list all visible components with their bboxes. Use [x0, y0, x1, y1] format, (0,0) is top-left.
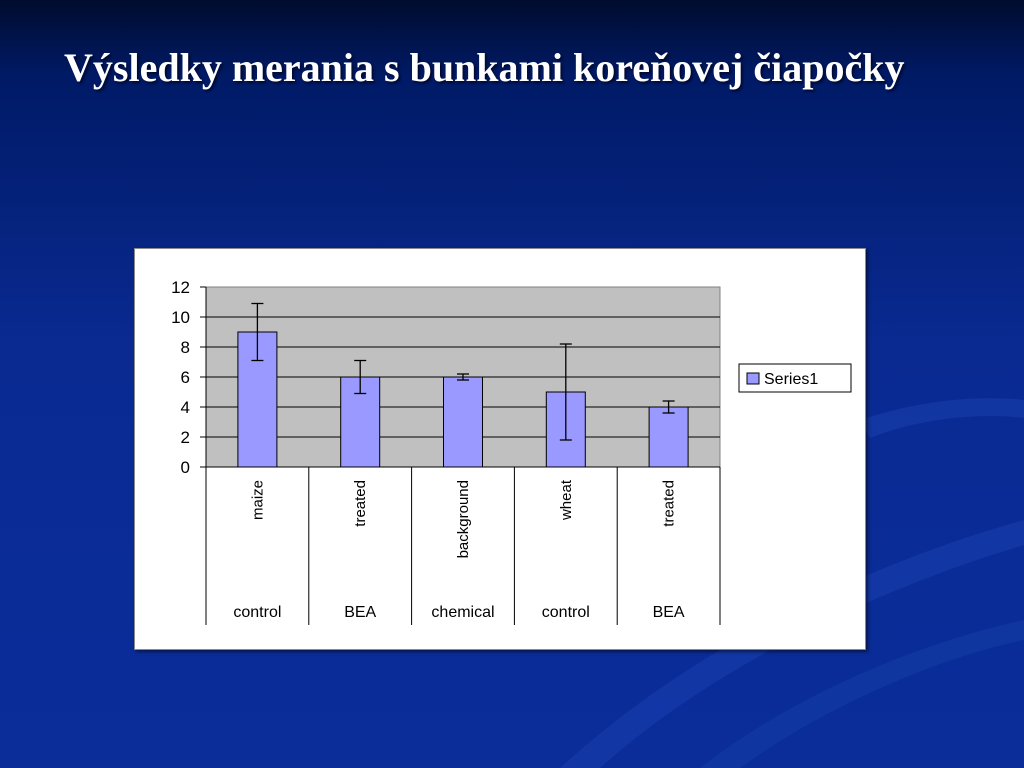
x-category-label: background: [455, 480, 472, 559]
bar-chart: [135, 249, 865, 649]
x-group-label: control: [541, 604, 590, 621]
legend-label: Series1: [764, 371, 819, 388]
y-tick-label: 2: [180, 428, 190, 447]
bar: [649, 407, 688, 467]
x-axis: [206, 467, 720, 625]
y-tick-label: 6: [180, 368, 190, 387]
y-tick-label: 12: [171, 278, 190, 297]
y-tick-label: 8: [180, 338, 190, 357]
y-tick-label: 10: [171, 308, 190, 327]
y-axis: [171, 278, 206, 477]
legend-swatch: [747, 373, 759, 384]
slide-title: Výsledky merania s bunkami koreňovej čiapočky: [64, 45, 905, 90]
bar: [444, 377, 483, 467]
x-group-label: control: [233, 604, 282, 621]
x-category-label: maize: [249, 480, 267, 521]
legend: [739, 364, 851, 392]
y-tick-label: 0: [180, 458, 190, 477]
x-group-label: BEA: [652, 604, 685, 621]
x-category-label: wheat: [557, 480, 575, 521]
chart-container: [134, 248, 866, 650]
x-group-label: BEA: [344, 604, 377, 621]
x-category-label: treated: [660, 480, 678, 527]
x-group-label: chemical: [431, 604, 495, 621]
y-tick-label: 4: [180, 398, 190, 417]
x-category-label: treated: [352, 480, 370, 527]
